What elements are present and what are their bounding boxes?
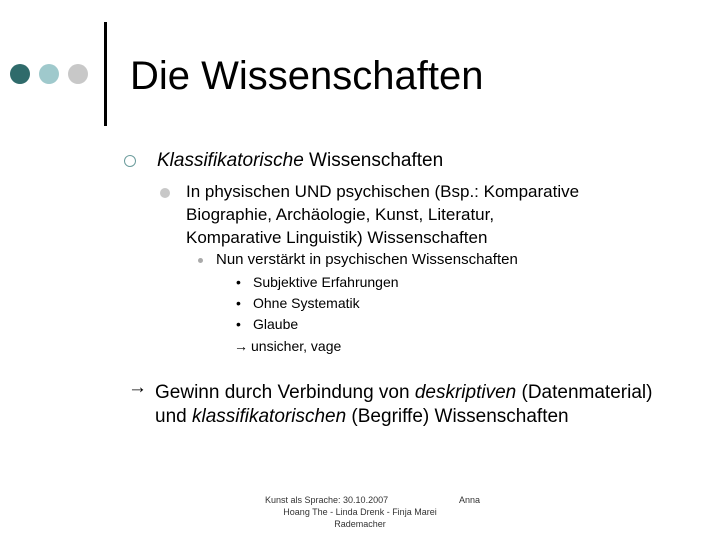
gray-dot (68, 64, 88, 84)
list-item: • Ohne Systematik (236, 295, 360, 311)
conclusion-text: Gewinn durch Verbindung von deskriptiven (Datenmaterial) und klassifikatorischen (Begriffe) Wissenschaften (155, 382, 653, 427)
small-dot-bullet-icon (198, 258, 203, 263)
dark-teal-dot (10, 64, 30, 84)
bullet-level1: Klassifikatorische Wissenschaften (157, 150, 444, 171)
arrow-right-icon: → (234, 338, 248, 354)
title-divider (104, 22, 107, 126)
list-item: • Glaube (236, 316, 299, 332)
arrow-right-icon: → (128, 377, 147, 398)
slide-title: Die Wissenschaften (130, 54, 484, 98)
ring-bullet-icon (124, 155, 136, 167)
bullet-level2: In physischen UND psychischen (Bsp.: Komparative Biographie, Archäologie, Kunst, Literatur, Komparative Linguistik) Wissenschaften (186, 182, 580, 247)
dot-bullet-icon (160, 188, 170, 198)
list-item: • Subjektive Erfahrungen (236, 274, 399, 290)
bullet-level3: Nun verstärkt in psychischen Wissenschaften (216, 251, 518, 268)
result-item: → unsicher, vage (234, 338, 342, 354)
light-teal-dot (39, 64, 59, 84)
slide-footer: Kunst als Sprache: 30.10.2007 Anna Hoang The - Linda Drenk - Finja Marei Rademacher (265, 495, 480, 529)
